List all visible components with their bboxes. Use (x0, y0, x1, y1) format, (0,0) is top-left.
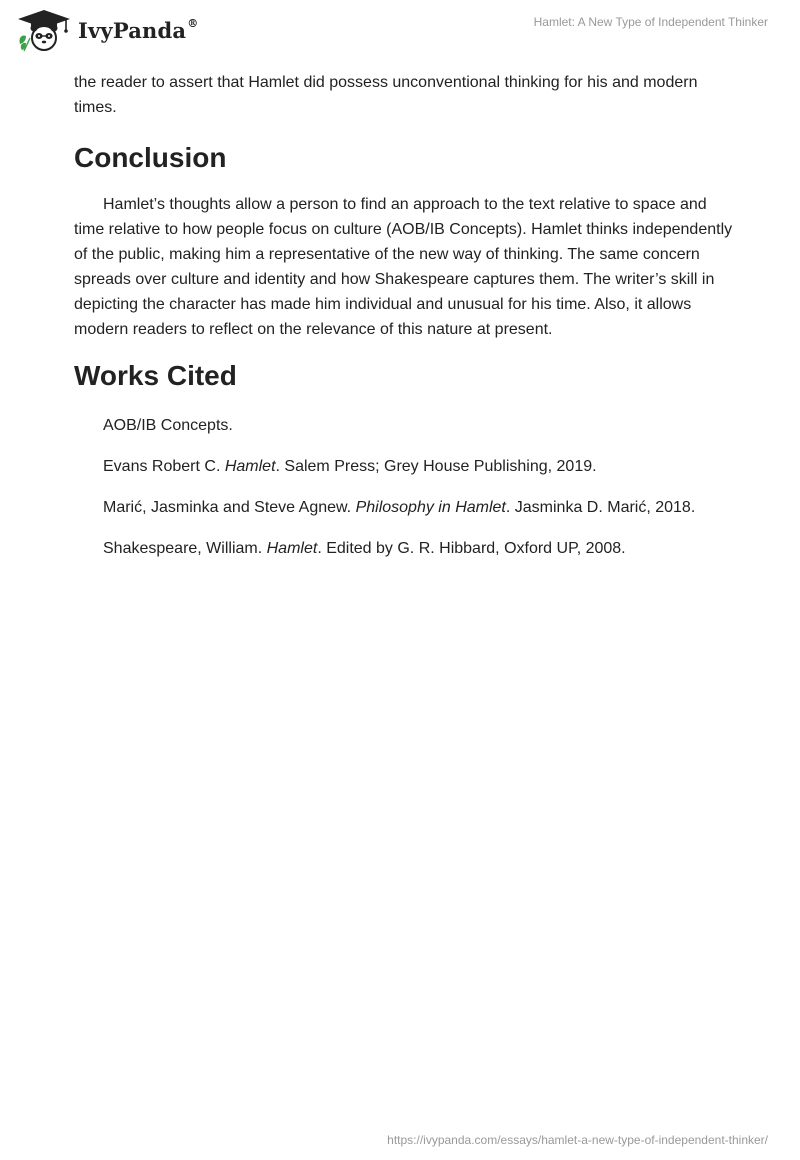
essay-content (74, 70, 734, 577)
panda-graduation-cap-icon (16, 8, 72, 52)
ivypanda-logo[interactable] (16, 8, 198, 52)
citation-item: Evans Robert C. Hamlet. Salem Press; Grey House Publishing, 2019. (103, 458, 597, 475)
brand-name: IvyPanda® (78, 16, 199, 43)
conclusion-paragraph: Hamlet’s thoughts allow a person to find an approach to the text relative to space and time relative to how people focus on culture (AOB/IB Concepts). Hamlet thinks independently of the public, making him a representative of the new way of thinking. The same concern spreads over culture and identity and how Shakespeare captures them. The writer’s skill in depicting the character has made him individual and unusual for his time. Also, it allows modern readers to reflect on the relevance of this nature at present. (74, 196, 733, 338)
intro-paragraph: the reader to assert that Hamlet did possess unconventional thinking for his and modern times. (74, 74, 698, 116)
works-cited-heading: Works Cited (74, 360, 237, 391)
works-cited-list (74, 413, 734, 561)
citation-item: Shakespeare, William. Hamlet. Edited by G. R. Hibbard, Oxford UP, 2008. (103, 540, 626, 557)
citation-item: AOB/IB Concepts. (103, 417, 233, 434)
source-url[interactable]: https://ivypanda.com/essays/hamlet-a-new-type-of-independent-thinker/ (387, 1133, 768, 1147)
citation-item: Marić, Jasminka and Steve Agnew. Philosophy in Hamlet. Jasminka D. Marić, 2018. (103, 499, 696, 516)
page-header (0, 0, 800, 64)
conclusion-heading: Conclusion (74, 142, 227, 173)
document-title: Hamlet: A New Type of Independent Thinker (533, 15, 768, 29)
